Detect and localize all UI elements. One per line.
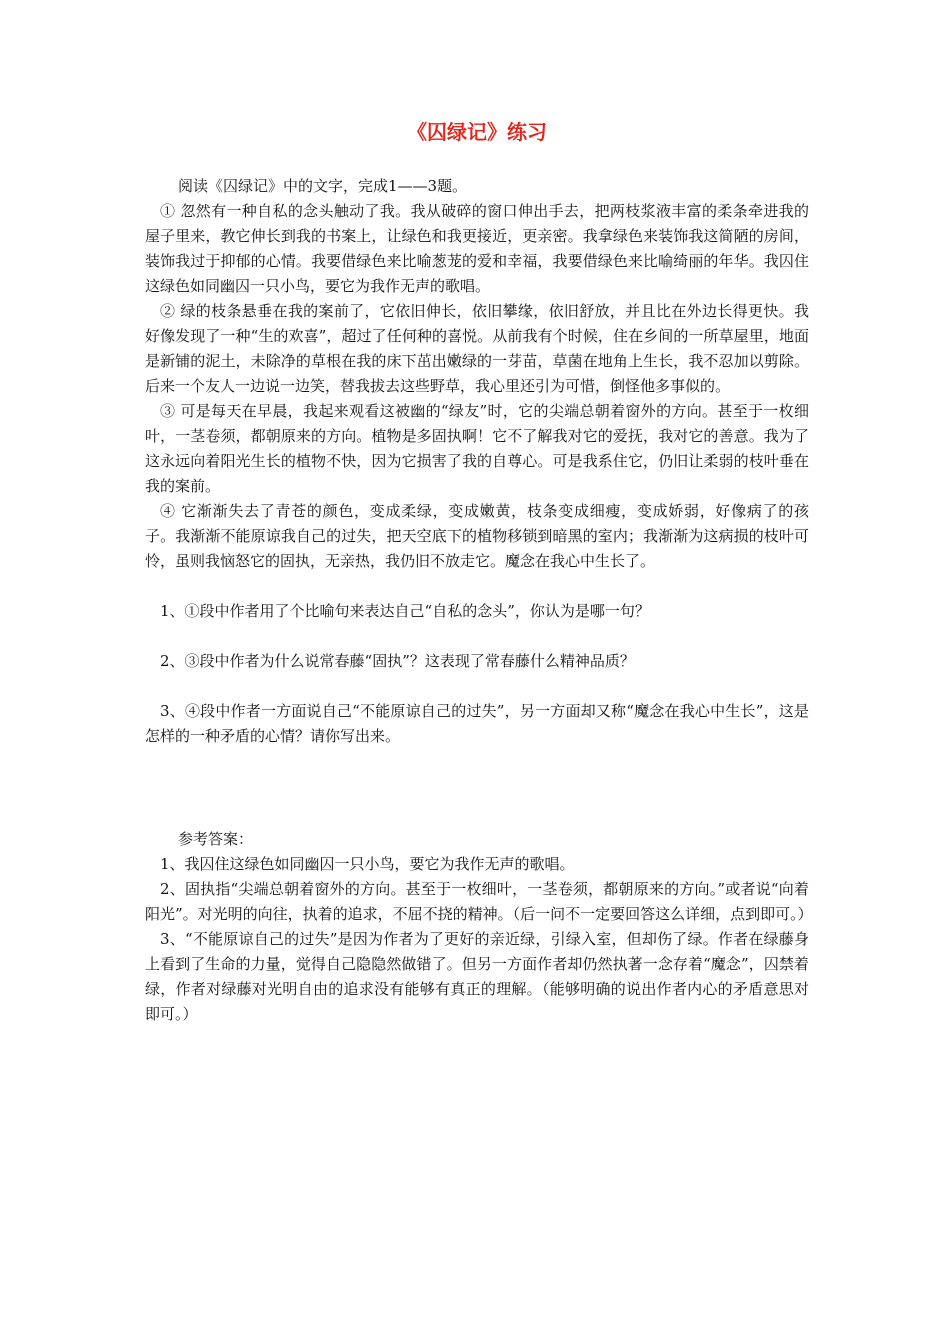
answer-2: 2、固执指“尖端总朝着窗外的方向。甚至于一枚细叶，一茎卷须，都朝原来的方向。”或者说“向着阳光”。对光明的向往，执着的追求，不屈不挠的精神。（后一问不一定要回答这么详细，点到即可。） [145, 880, 813, 923]
answer-3: 3、“不能原谅自己的过失”是因为作者为了更好的亲近绿，引绿入室，但却伤了绿。作者在绿藤身上看到了生命的力量，觉得自己隐隐然做错了。但另一方面作者却仍然执著一念存着“魔念”，囚禁着绿，作者对绿藤对光明自由的追求没有能够有真正的理解。（能够明确的说出作者内心的矛盾意思对即可。） [145, 930, 809, 1023]
paragraph-3: ③ 可是每天在早晨，我起来观看这被幽的“绿友”时，它的尖端总朝着窗外的方向。甚至于一枚细叶，一茎卷须，都朝原来的方向。植物是多固执啊！它不了解我对它的爱抚，我对它的善意。我为了这永远向着阳光生长的植物不快，因为它损害了我的自尊心。可是我系住它，仍旧让柔弱的枝叶垂在我的案前。 [145, 402, 809, 495]
spacer [145, 624, 809, 649]
spacer [145, 674, 809, 699]
question-3: 3、④段中作者一方面说自己“不能原谅自己的过失”，另一方面却又称“魔念在我心中生长”，这是怎样的一种矛盾的心情？请你写出来。 [145, 702, 809, 745]
question-2: 2、③段中作者为什么说常春藤“固执”？这表现了常春藤什么精神品质？ [160, 652, 635, 670]
intro-text: 阅读《囚绿记》中的文字，完成1——3题。 [178, 177, 468, 195]
paragraph-1: ① 忽然有一种自私的念头触动了我。我从破碎的窗口伸出手去，把两枝浆液丰富的柔条牵进我的屋子里来，教它伸长到我的书案上，让绿色和我更接近，更亲密。我拿绿色来装饰我这简陋的房间，装饰我过于抑郁的心情。我要借绿色来比喻葱茏的爱和幸福，我要借绿色来比喻绮丽的年华。我囚住这绿色如同幽囚一只小鸟，要它为我作无声的歌唱。 [145, 202, 809, 295]
document-page [145, 118, 813, 1027]
page-title: 《囚绿记》练习 [407, 120, 547, 144]
paragraph-4: ④ 它渐渐失去了青苍的颜色，变成柔绿，变成嫩黄，枝条变成细瘦，变成娇弱，好像病了的孩子。我渐渐不能原谅我自己的过失，把天空底下的植物移锁到暗黑的室内；我渐渐为这病损的枝叶可怜，虽则我恼怒它的固执，无亲热，我仍旧不放走它。魔念在我心中生长了。 [145, 502, 809, 570]
spacer [145, 574, 809, 599]
paragraph-2: ② 绿的枝条悬垂在我的案前了，它依旧伸长，依旧攀缘，依旧舒放，并且比在外边长得更快。我好像发现了一种“生的欢喜”，超过了任何种的喜悦。从前我有个时候，住在乡间的一所草屋里，地面是新铺的泥土，未除净的草根在我的床下茁出嫩绿的一芽苗，草菌在地角上生长，我不忍加以剪除。后来一个友人一边说一边笑，替我拔去这些野草，我心里还引为可惜，倒怪他多事似的。 [145, 302, 809, 395]
answer-1: 1、我囚住这绿色如同幽囚一只小鸟，要它为我作无声的歌唱。 [160, 855, 575, 873]
spacer [145, 749, 809, 827]
answers-heading: 参考答案： [178, 830, 254, 848]
question-1: 1、①段中作者用了个比喻句来表达自己“自私的念头”，你认为是哪一句？ [160, 602, 650, 620]
